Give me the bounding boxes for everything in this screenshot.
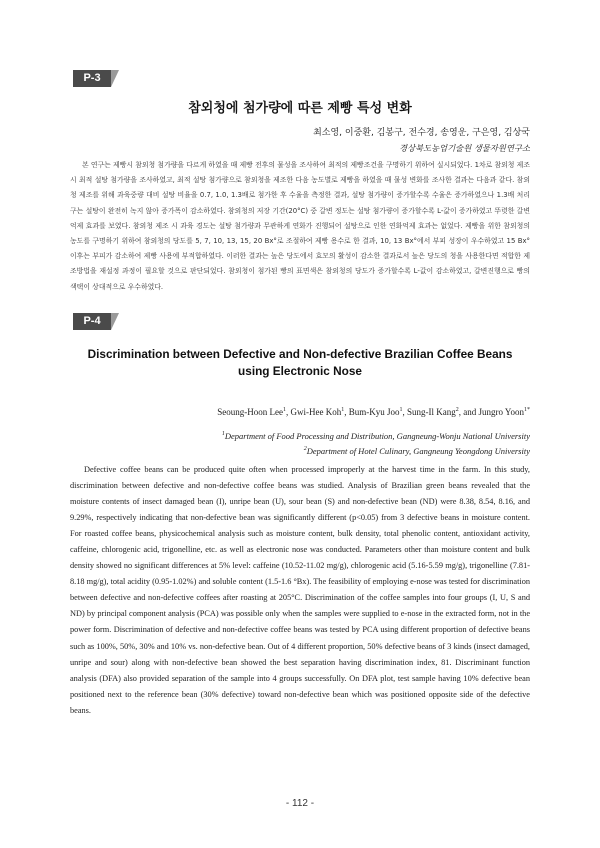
page-number: - 112 - xyxy=(285,798,315,809)
affiliation: $^1$Department of Food Processing and Distribution, Gangneung-Wonju National University xyxy=(221,430,530,441)
section-tag-p4 xyxy=(73,313,119,330)
section-tag-label: P-3 xyxy=(73,70,111,87)
author-list-p3: 최소영, 이중환, 김봉구, 전수경, 송영운, 구은영, 김상국 xyxy=(313,128,530,138)
author: Jungro Yoon$^{1*}$ xyxy=(478,407,530,417)
section-tag-wedge xyxy=(111,70,119,87)
author: Bum-Kyu Joo$^1$, xyxy=(348,407,407,417)
title-line-1: Discrimination between Defective and Non-defective Brazilian Coffee Beans xyxy=(87,347,513,361)
title-line-2: using Electronic Nose xyxy=(238,364,362,378)
affiliation: $^2$Department of Hotel Culinary, Gangneung Yeongdong University xyxy=(303,445,530,456)
author: Gwi-Hee Koh$^1$, xyxy=(290,407,349,417)
section-tag-p3 xyxy=(73,70,119,87)
author: Seoung-Hoon Lee$^1$, xyxy=(217,407,291,417)
author-list-p4 xyxy=(217,407,530,417)
author: Sung-Il Kang$^2$, and xyxy=(406,407,479,417)
section-tag-wedge xyxy=(111,313,119,330)
affiliation-list-p4 xyxy=(60,428,530,458)
affiliation-p3: 경상북도농업기술원 생물자원연구소 xyxy=(399,143,530,153)
abstract-p4: Defective coffee beans can be produced quite often when processed improperly at the harvest time in the farm. In this study, discrimination between defective and non-defective coffee beans was studied. Analysis of Brazilian green beans revealed that the moisture contents of insect damaged bean (I), unripe bean (U), sour bean (S) and non-defective bean (ND) were 8.38, 8.54, 8.16, and 9.29%, respectively indicating that non-defective bean was significantly different (p<0.05) from 3 defective beans in moisture content. For roasted coffee beans, physicochemical analysis such as moisture content, bulk density, total phenolic content, antioxidant activity, caffeine, chlorogenic acid, trigonelline, etc. as well as electronic nose was conducted. Parameters other than moisture content and bulk density showed no significant differences at 5% level: caffeine (10.52-11.02 mg/g), chlorogenic acid (5.16-5.59 mg/g), trigonelline (7.81-8.18 mg/g), total acidity (0.95-1.02%) and soluble content (1.5-1.6 °Bx). The feasibility of employing e-nose was tested for discrimination between defective and non-defective coffees after roasting at 205°C. Discrimination of the coffee samples into four groups (I, U, S and ND) by principal component analysis (PCA) was possible only when the samples were supplied to e-nose in the extracted form, not in the power form. Discrimination of defective and non-defective coffee beans was tested by PCA using different proportion of defective beans such as 100%, 50%, 30% and 10% vs. non-defective bean. Out of 4 different proportion, 50% defective beans of 3 kinds (insect damaged, unripe and sour) along with non-defective bean showed the best separation having discrimination index, 81. Discriminant function analysis (DFA) also provided separation of the sample into 4 groups successfully. On DFA plot, test sample having 10% defective bean positioned next to the reference bean (30% defective) toward non-defective bean which was positioned opposite side of the defective beans. xyxy=(70,465,530,715)
paper-title-p3: 참외청에 첨가량에 따른 제빵 특성 변화 xyxy=(188,101,412,116)
section-tag-label: P-4 xyxy=(73,313,111,330)
paper-title-p4 xyxy=(70,346,530,380)
abstract-p3: 본 연구는 제빵시 참외청 첨가량을 다르게 하였을 때 제빵 전후의 물성을 조사하여 최적의 제빵조건을 구명하기 위하여 실시되었다. 1차로 참외청 제조시 최적 설탕 첨가량을 조사하였고, 최적 설탕 첨가량으로 참외청을 제조한 다음 농도별로 제빵을 하였을 때 물성 변화를 조사한 결과는 다음과 같다. 참외청 제조를 위해 과육중량 대비 설탕 비율을 0.7, 1.0, 1.3배로 첨가한 후 수율을 측정한 결과, 설탕 첨가량이 증가할수록 수율은 증가하였으나 1.3배 처리구는 설탕이 완전히 녹지 않아 증가폭이 감소하였다. 참외청의 저장 기간(20°C) 중 갈변 정도는 설탕 첨가량이 증가할수록 L-값이 증가하였고 뚜렷한 갈변억제 효과를 보였다. 참외청 제조 시 과육 경도는 설탕 첨가량과 무관하게 연화가 진행되어 설탕으로 인한 연화억제 효과는 없었다. 제빵을 위한 참외청의 농도를 구명하기 위하여 참외청의 당도를 5, 7, 10, 13, 15, 20 Bx°로 조절하여 제빵 용수로 한 결과, 10, 13 Bx°에서 부피 성장이 우수하였고 15 Bx°이후는 부피가 감소하여 제빵 사용에 부적합하였다. 이러한 결과는 높은 당도에서 효모의 활성이 감소한 결과로서 높은 당도의 청을 사용한다면 적합한 제조방법을 재설정 과정이 필요할 것으로 판단되었다. 참외청이 첨가된 빵의 표면색은 참외청의 당도가 증가할수록 L-값이 감소하였고, 갈변진행으로 빵의 색택이 상대적으로 우수하였다. xyxy=(70,161,530,291)
